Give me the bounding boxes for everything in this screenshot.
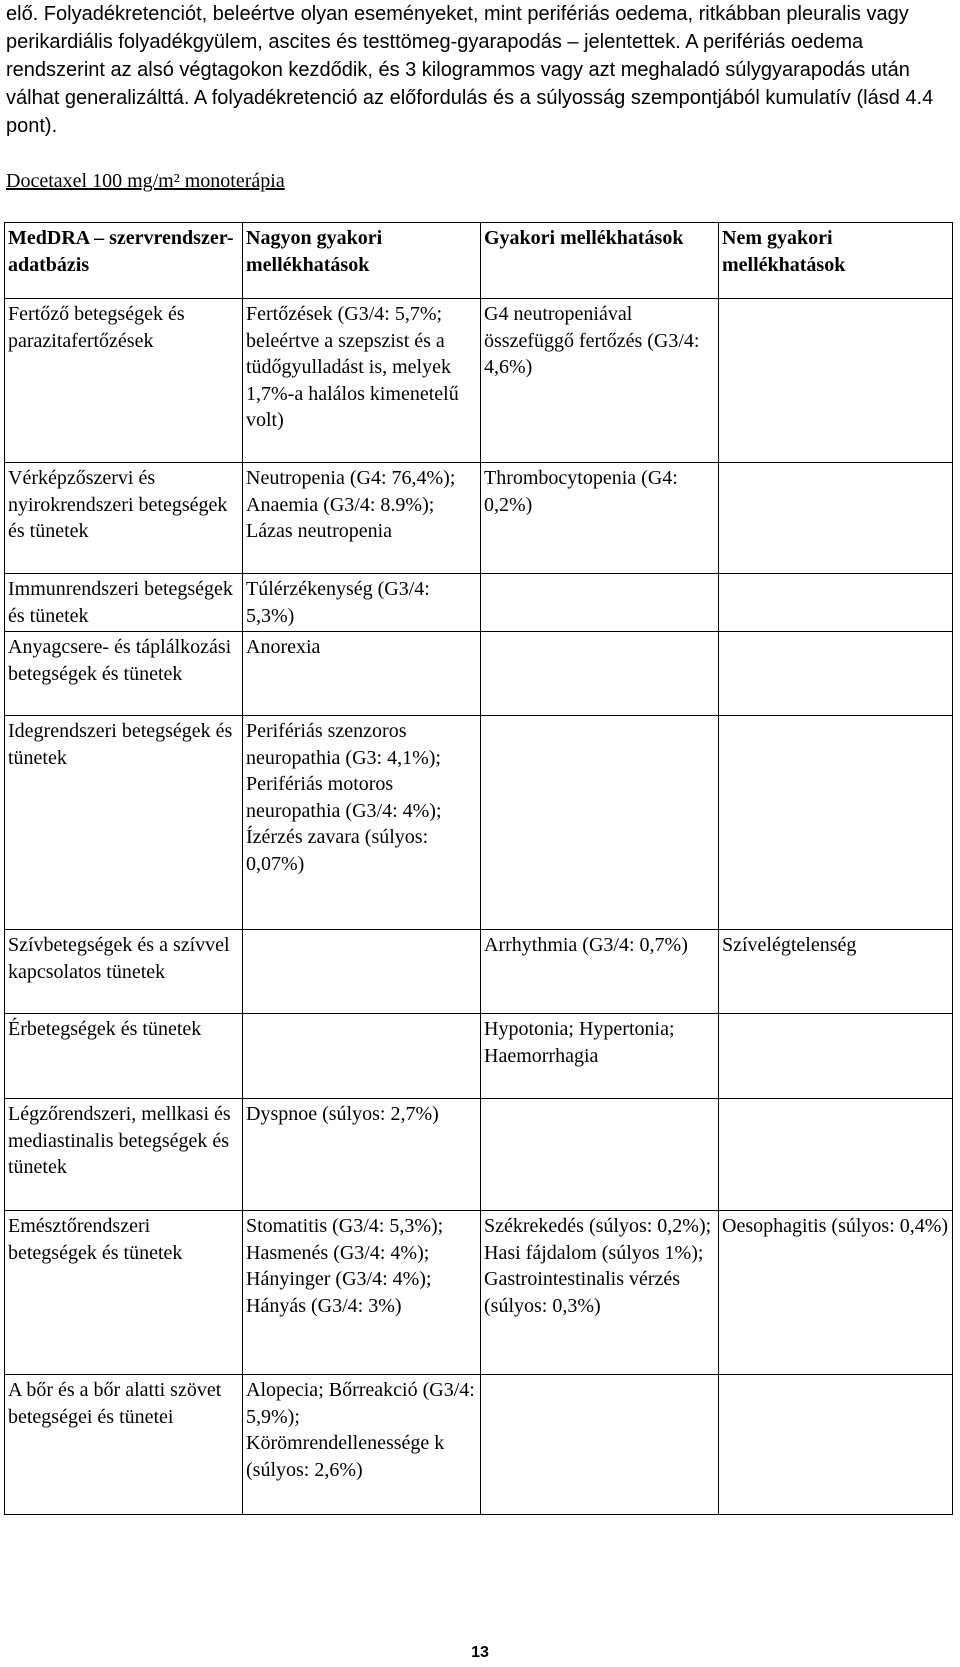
- cell-organ-system: Emésztőrendszeri betegségek és tünetek: [5, 1211, 243, 1375]
- cell-organ-system: Fertőző betegségek és parazitafertőzések: [5, 299, 243, 463]
- page-number: 13: [471, 1644, 489, 1661]
- cell-organ-system: Érbetegségek és tünetek: [5, 1014, 243, 1099]
- table-title: Docetaxel 100 mg/m² monoterápia: [6, 170, 285, 192]
- cell-common: Thrombocytopenia (G4: 0,2%): [481, 463, 719, 574]
- table-header: [5, 223, 953, 299]
- cell-uncommon: [719, 463, 953, 574]
- cell-uncommon: Oesophagitis (súlyos: 0,4%): [719, 1211, 953, 1375]
- cell-common: Székrekedés (súlyos: 0,2%); Hasi fájdalom (súlyos 1%); Gastrointestinalis vérzés (súlyos: 0,3%): [481, 1211, 719, 1375]
- cell-common: [481, 1375, 719, 1515]
- cell-uncommon: [719, 716, 953, 930]
- cell-common: Arrhythmia (G3/4: 0,7%): [481, 930, 719, 1014]
- cell-uncommon: [719, 1375, 953, 1515]
- cell-uncommon: Szívelégtelenség: [719, 930, 953, 1014]
- header-organ-system: MedDRA – szervrendszer-adatbázis: [5, 223, 243, 299]
- header-common: Gyakori mellékhatások: [481, 223, 719, 299]
- header-uncommon: Nem gyakori mellékhatások: [719, 223, 953, 299]
- cell-very-common: [243, 930, 481, 1014]
- table-row: [5, 574, 953, 632]
- cell-common: G4 neutropeniával összefüggő fertőzés (G3/4: 4,6%): [481, 299, 719, 463]
- adverse-reactions-table: [4, 222, 953, 1515]
- table-row: [5, 299, 953, 463]
- cell-very-common: Túlérzékenység (G3/4: 5,3%): [243, 574, 481, 632]
- cell-common: [481, 716, 719, 930]
- table-row: [5, 632, 953, 716]
- cell-common: [481, 574, 719, 632]
- cell-organ-system: Szívbetegségek és a szívvel kapcsolatos tünetek: [5, 930, 243, 1014]
- cell-organ-system: Vérképzőszervi és nyirokrendszeri betegségek és tünetek: [5, 463, 243, 574]
- cell-organ-system: Légzőrendszeri, mellkasi és mediastinalis betegségek és tünetek: [5, 1099, 243, 1211]
- cell-uncommon: [719, 299, 953, 463]
- cell-common: [481, 632, 719, 716]
- cell-common: [481, 1099, 719, 1211]
- table-row: [5, 1099, 953, 1211]
- cell-organ-system: Immunrendszeri betegségek és tünetek: [5, 574, 243, 632]
- cell-uncommon: [719, 574, 953, 632]
- table-row: [5, 716, 953, 930]
- table-row: [5, 930, 953, 1014]
- cell-very-common: Stomatitis (G3/4: 5,3%); Hasmenés (G3/4: 4%); Hányinger (G3/4: 4%); Hányás (G3/4: 3%): [243, 1211, 481, 1375]
- cell-very-common: Fertőzések (G3/4: 5,7%; beleértve a szepszist és a tüdőgyulladást is, melyek 1,7%-a halálos kimenetelű volt): [243, 299, 481, 463]
- table-row: [5, 1211, 953, 1375]
- header-very-common: Nagyon gyakori mellékhatások: [243, 223, 481, 299]
- table-body: [5, 299, 953, 1515]
- cell-common: Hypotonia; Hypertonia; Haemorrhagia: [481, 1014, 719, 1099]
- cell-very-common: Dyspnoe (súlyos: 2,7%): [243, 1099, 481, 1211]
- cell-very-common: Neutropenia (G4: 76,4%); Anaemia (G3/4: 8.9%); Lázas neutropenia: [243, 463, 481, 574]
- cell-very-common: Perifériás szenzoros neuropathia (G3: 4,1%); Perifériás motoros neuropathia (G3/4: 4%); Ízérzés zavara (súlyos: 0,07%): [243, 716, 481, 930]
- cell-very-common: [243, 1014, 481, 1099]
- cell-very-common: Anorexia: [243, 632, 481, 716]
- table-row: [5, 1375, 953, 1515]
- cell-organ-system: A bőr és a bőr alatti szövet betegségei és tünetei: [5, 1375, 243, 1515]
- cell-organ-system: Anyagcsere- és táplálkozási betegségek és tünetek: [5, 632, 243, 716]
- table-row: [5, 463, 953, 574]
- intro-paragraph: elő. Folyadékretenciót, beleértve olyan eseményeket, mint perifériás oedema, ritkábban pleuralis vagy perikardiális folyadékgyülem, ascites és testtömeg-gyarapodás – jelentettek. A perifériás oedema rendszerint az alsó végtagokon kezdődik, és 3 kilogrammos vagy azt meghaladó súlygyarapodás után válhat generalizálttá. A folyadékretenció az előfordulás és a súlyosság szempontjából kumulatív (lásd 4.4 pont).: [6, 3, 934, 137]
- table-row: [5, 1014, 953, 1099]
- cell-organ-system: Idegrendszeri betegségek és tünetek: [5, 716, 243, 930]
- cell-uncommon: [719, 1099, 953, 1211]
- cell-uncommon: [719, 1014, 953, 1099]
- cell-very-common: Alopecia; Bőrreakció (G3/4: 5,9%); Körömrendellenessége k (súlyos: 2,6%): [243, 1375, 481, 1515]
- header-row: [5, 223, 953, 299]
- cell-uncommon: [719, 632, 953, 716]
